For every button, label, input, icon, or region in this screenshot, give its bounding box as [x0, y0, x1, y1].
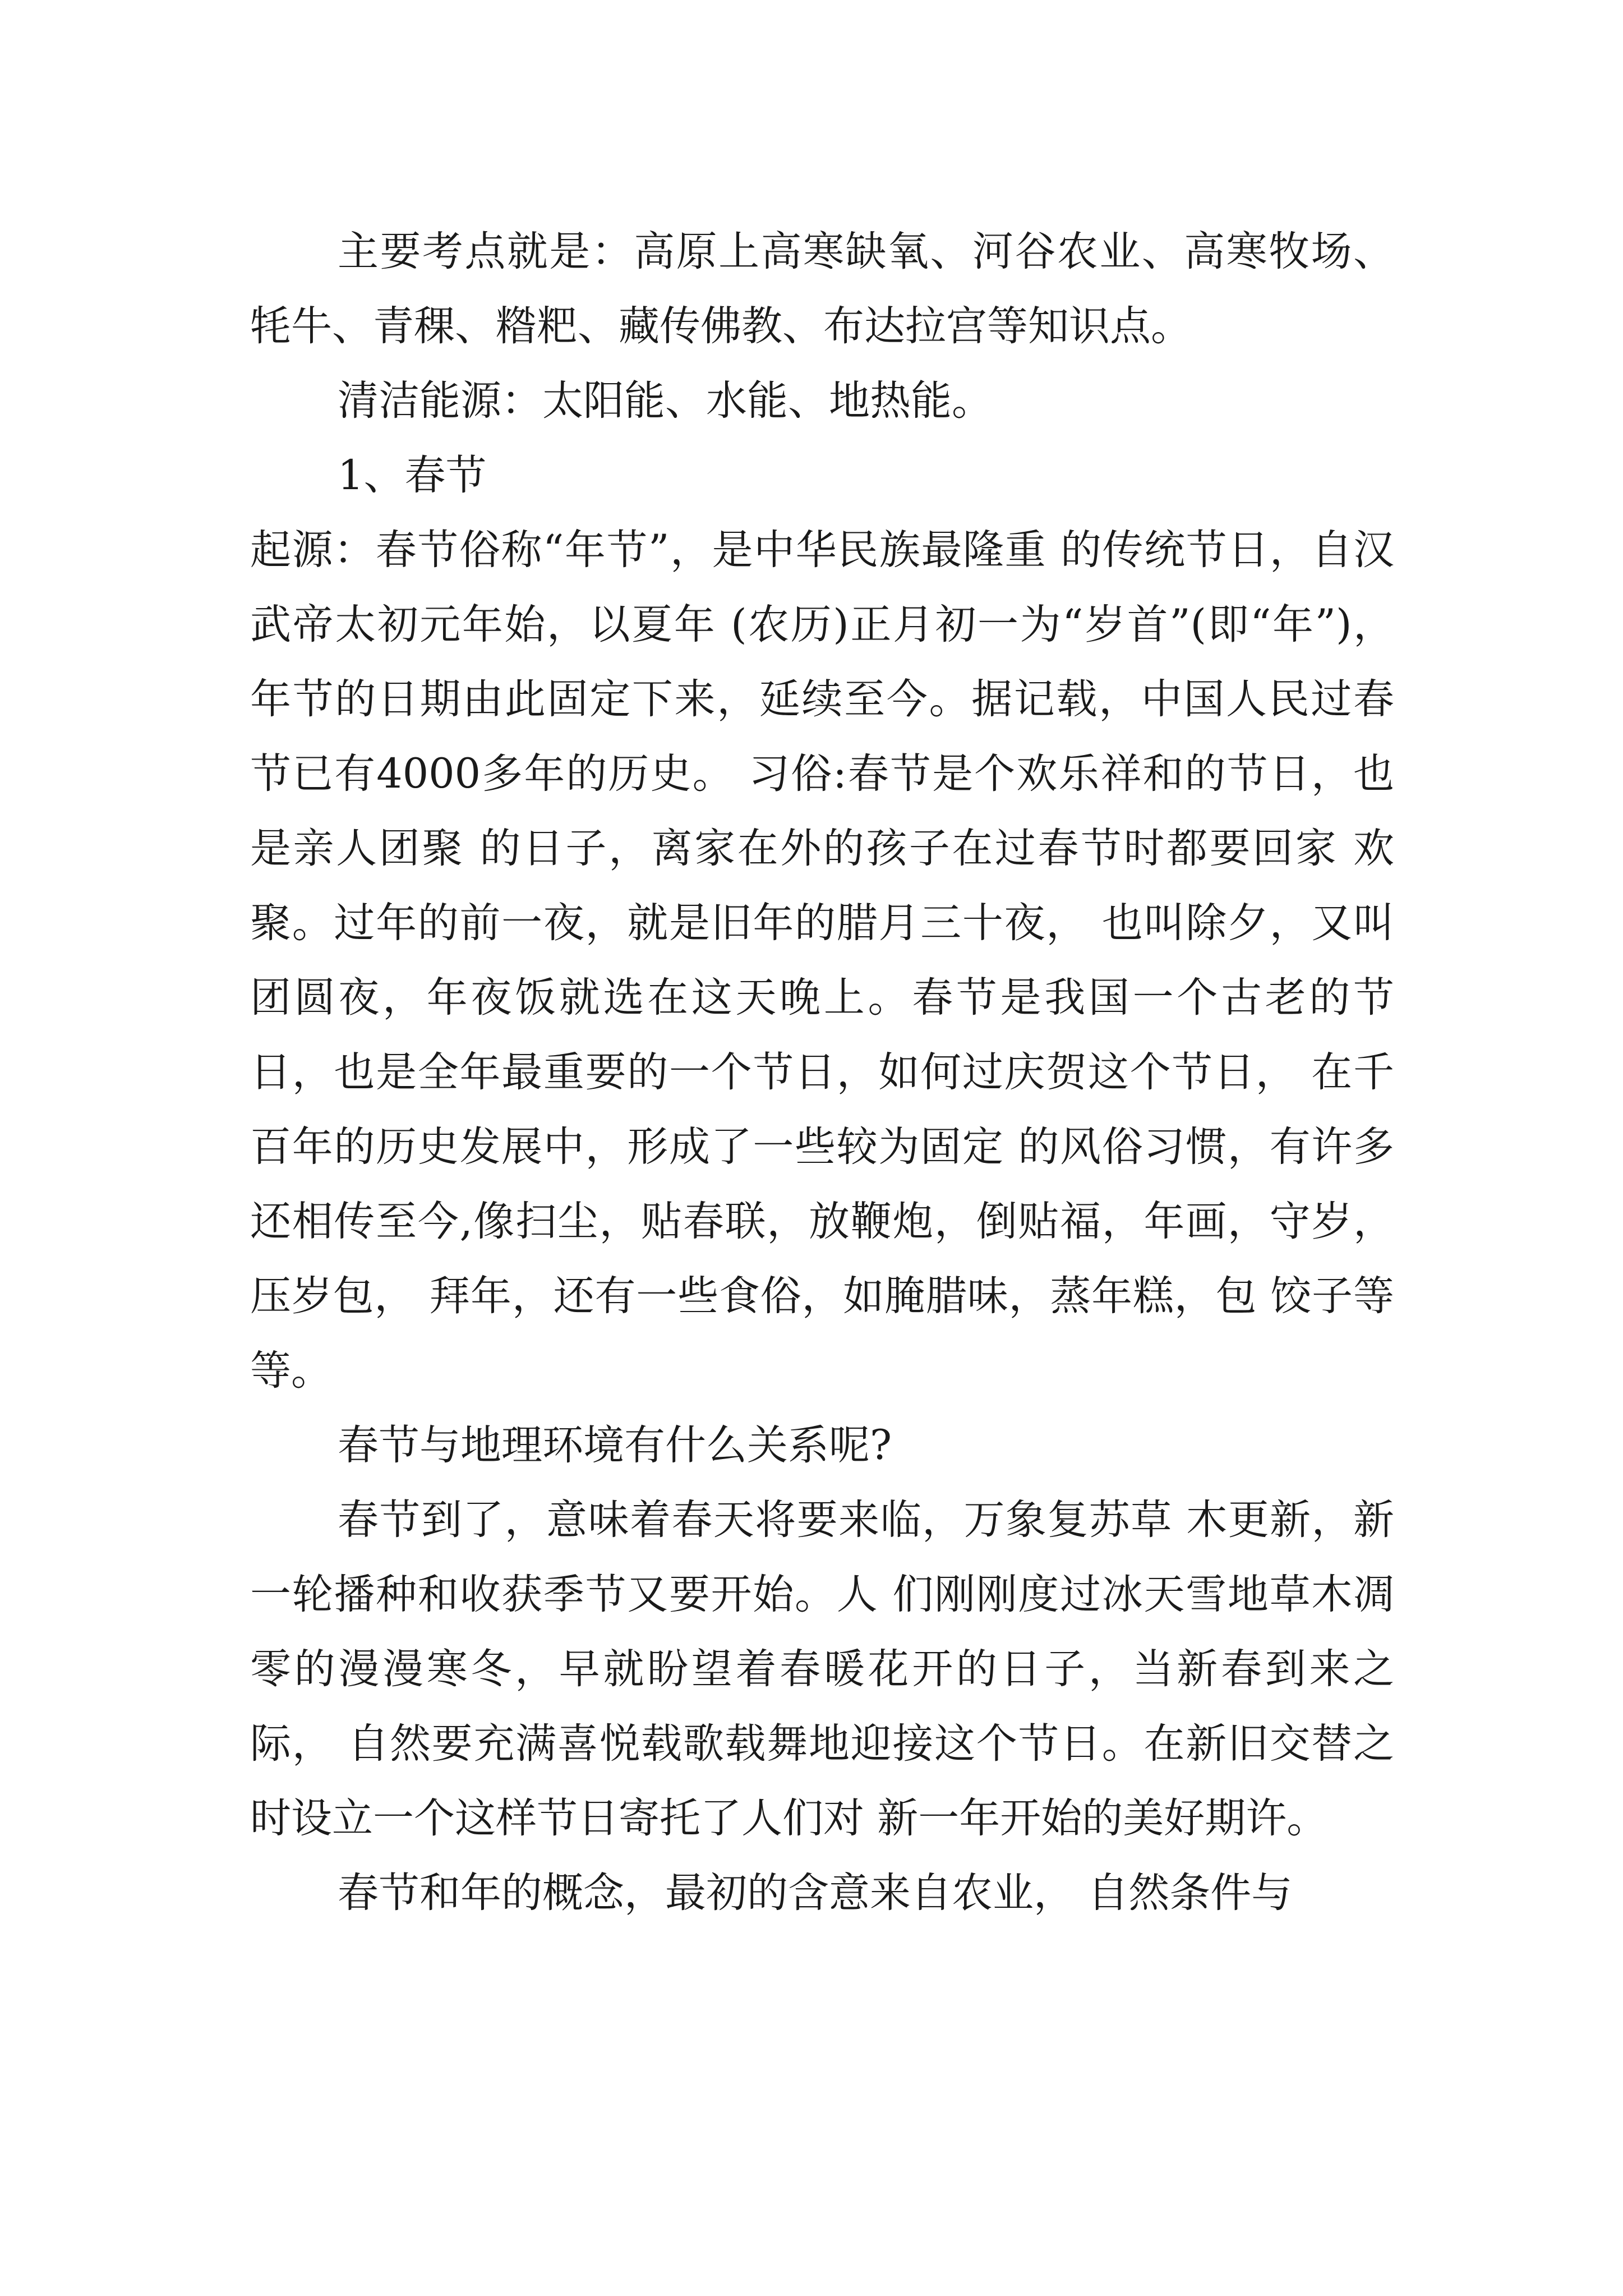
document-body — [250, 214, 1394, 1930]
paragraph-geography-question: 春节与地理环境有什么关系呢? — [338, 1421, 892, 1469]
paragraph-exam-points: 主要考点就是：高原上高寒缺氧、河谷农业、高寒牧场、牦牛、青稞、糌粑、藏传佛教、布达拉宫等知识点。 — [250, 228, 1394, 350]
paragraph-origin-customs: 起源：春节俗称“年节”，是中华民族最隆重 的传统节日，自汉武帝太初元年始，以夏年 (农历)正月初一为“岁首”(即“年”)， 年节的日期由此固定下来，延续至今。据记载，中国人民过春节已有4000多年的历史。 习俗:春节是个欢乐祥和的节日，也是亲人团聚 的日子，离家在外的孩子在过春节时都要回家 欢聚。过年的前一夜，就是旧年的腊月三十夜， 也叫除夕，又叫团圆夜，年夜饭就选在这天晚上。春节是我国一个古老的节日，也是全年最重要的一个节日，如何过庆贺这个节日， 在千百年的历史发展中，形成了一些较为固定 的风俗习惯，有许多还相传至今,像扫尘，贴春联，放鞭炮，倒贴福，年画，守岁，压岁包， 拜年，还有一些食俗，如腌腊味，蒸年糕，包 饺子等等。 — [250, 526, 1394, 1395]
paragraph-spring-arrival: 春节到了，意味着春天将要来临，万象复苏草 木更新，新一轮播种和收获季节又要开始。人 们刚刚度过冰天雪地草木凋零的漫漫寒冬，早就盼望着春暖花开的日子，当新春到来之际， 自然要充满喜悦载歌载舞地迎接这个节日。在新旧交替之时设立一个这样节日寄托了人们对 新一年开始的美好期许。 — [250, 1496, 1394, 1842]
paragraph-clean-energy: 清洁能源：太阳能、水能、地热能。 — [338, 377, 993, 425]
section-heading-spring-festival: 1、春节 — [338, 452, 487, 499]
paragraph-agriculture-concept: 春节和年的概念，最初的含意来自农业， 自然条件与 — [338, 1869, 1293, 1917]
